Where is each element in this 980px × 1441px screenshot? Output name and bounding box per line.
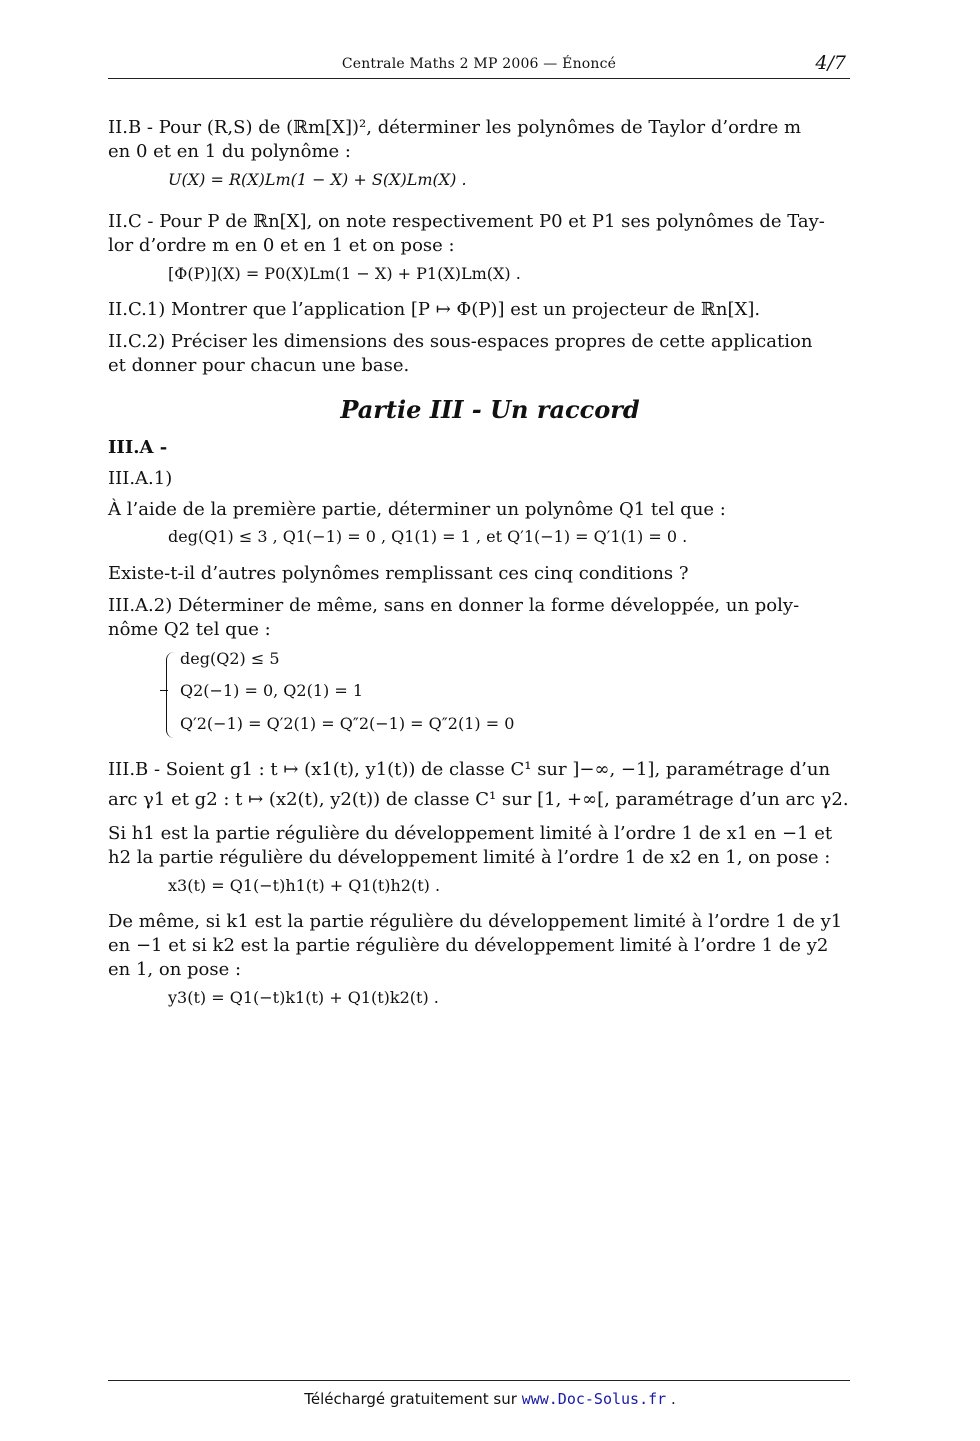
page-header [108, 50, 850, 79]
footer-end: . [666, 1390, 676, 1408]
formula-line: U(X) = R(X)Lm(1 − X) + S(X)Lm(X) . [168, 170, 467, 189]
text-line: et donner pour chacun une base. [108, 355, 410, 376]
text-line: en 1, on pose : [108, 959, 242, 980]
system-brace-tip [160, 690, 168, 691]
system-line: deg(Q2) ≤ 5 [180, 649, 280, 668]
text-line: nôme Q2 tel que : [108, 619, 271, 640]
text-line: en 0 et en 1 du polynôme : [108, 141, 351, 162]
text-line: Existe-t-il d’autres polynômes remplissant ces cinq conditions ? [108, 563, 689, 584]
footer-link[interactable]: www.Doc-Solus.fr [521, 1390, 667, 1408]
text-line: De même, si k1 est la partie régulière du développement limité à l’ordre 1 de y1 [108, 911, 843, 932]
footer-text: Téléchargé gratuitement sur [304, 1390, 517, 1408]
system-line: Q′2(−1) = Q′2(1) = Q″2(−1) = Q″2(1) = 0 [180, 714, 515, 733]
text-line: III.A.1) [108, 468, 173, 489]
text-line: II.C.2) Préciser les dimensions des sous-espaces propres de cette application [108, 331, 813, 352]
footer-divider [108, 1380, 850, 1381]
text-line: À l’aide de la première partie, déterminer un polynôme Q1 tel que : [108, 499, 726, 520]
text-line: II.C.1) Montrer que l’application [P ↦ Φ(P)] est un projecteur de ℝn[X]. [108, 299, 761, 320]
text-line: III.B - Soient g1 : t ↦ (x1(t), y1(t)) de classe C¹ sur ]−∞, −1], paramétrage d’un [108, 759, 831, 780]
formula-line: deg(Q1) ≤ 3 , Q1(−1) = 0 , Q1(1) = 1 , et Q′1(−1) = Q′1(1) = 0 . [168, 527, 688, 546]
text-line: II.B - Pour (R,S) de (ℝm[X])², déterminer les polynômes de Taylor d’ordre m [108, 117, 802, 138]
text-line: h2 la partie régulière du développement limité à l’ordre 1 de x2 en 1, on pose : [108, 847, 831, 868]
section-heading: Partie III - Un raccord [340, 395, 640, 424]
system-line: Q2(−1) = 0, Q2(1) = 1 [180, 681, 364, 700]
header-title: Centrale Maths 2 MP 2006 — Énoncé [341, 56, 617, 72]
formula-line: y3(t) = Q1(−t)k1(t) + Q1(t)k2(t) . [168, 988, 439, 1007]
text-line: en −1 et si k2 est la partie régulière du développement limité à l’ordre 1 de y2 [108, 935, 829, 956]
text-line: III.A.2) Déterminer de même, sans en donner la forme développée, un poly- [108, 595, 800, 616]
system-brace [166, 652, 177, 738]
text-line: Si h1 est la partie régulière du développement limité à l’ordre 1 de x1 en −1 et [108, 823, 833, 844]
text-line: lor d’ordre m en 0 et en 1 et on pose : [108, 235, 455, 256]
text-line: II.C - Pour P de ℝn[X], on note respectivement P0 et P1 ses polynômes de Tay- [108, 211, 825, 232]
formula-line: x3(t) = Q1(−t)h1(t) + Q1(t)h2(t) . [168, 876, 441, 895]
subsection-heading: III.A - [108, 437, 168, 458]
page-footer [0, 1390, 980, 1408]
formula-line: [Φ(P)](X) = P0(X)Lm(1 − X) + P1(X)Lm(X) . [168, 264, 521, 283]
text-line: arc γ1 et g2 : t ↦ (x2(t), y2(t)) de classe C¹ sur [1, +∞[, paramétrage d’un arc γ2. [108, 789, 849, 810]
page-number: 4/7 [815, 52, 846, 74]
